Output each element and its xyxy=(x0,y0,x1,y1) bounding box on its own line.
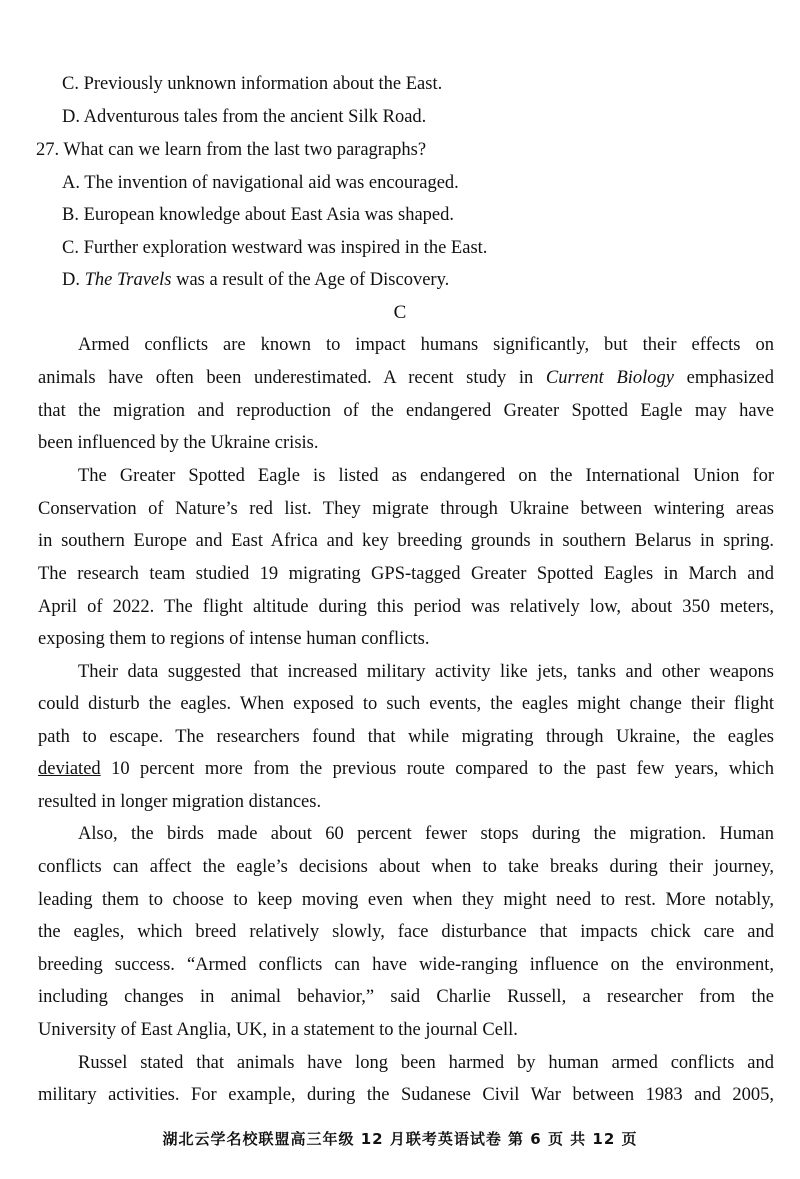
p1-line-4: been influenced by the Ukraine crisis. xyxy=(38,433,319,453)
q26-option-c: C. Previously unknown information about the East. xyxy=(62,74,443,94)
p4-line-3: leading them to choose to keep moving even when they might need to rest. More notably, xyxy=(38,890,774,910)
underlined-word-deviated: deviated xyxy=(38,759,101,779)
q27-option-d-prefix: D. xyxy=(62,270,85,290)
q27-option-c: C. Further exploration westward was inspired in the East. xyxy=(62,238,488,258)
q26-option-d: D. Adventurous tales from the ancient Silk Road. xyxy=(62,107,427,127)
p1-line-3: that the migration and reproduction of the endangered Greater Spotted Eagle may have xyxy=(38,401,774,421)
p4-line-4: the eagles, which breed relatively slowly, face disturbance that impacts chick care and xyxy=(38,922,774,942)
p3-line-4 xyxy=(38,757,774,781)
p1-line-2 xyxy=(38,366,774,390)
q27-stem: 27. What can we learn from the last two paragraphs? xyxy=(36,140,427,160)
p1-line-2-post: emphasized xyxy=(674,368,774,388)
q27-option-a: A. The invention of navigational aid was encouraged. xyxy=(62,173,459,193)
q27-option-b: B. European knowledge about East Asia was shaped. xyxy=(62,205,455,225)
q27-option-d-suffix: was a result of the Age of Discovery. xyxy=(171,270,450,290)
p3-line-2: could disturb the eagles. When exposed to such events, the eagles might change their flight xyxy=(38,694,774,714)
p1-line-2-pre: animals have often been underestimated. A recent study in xyxy=(38,368,546,388)
page-footer: 湖北云学名校联盟高三年级 12 月联考英语试卷 第 6 页 共 12 页 xyxy=(162,1130,638,1148)
q27-option-d-title: The Travels xyxy=(84,270,172,290)
p2-line-1: The Greater Spotted Eagle is listed as endangered on the International Union for xyxy=(78,466,774,486)
p2-line-3: in southern Europe and East Africa and key breeding grounds in southern Belarus in spring. xyxy=(38,531,774,551)
p4-line-5: breeding success. “Armed conflicts can have wide-ranging influence on the environment, xyxy=(38,955,774,975)
p1-line-1: Armed conflicts are known to impact humans significantly, but their effects on xyxy=(78,335,774,355)
p3-line-4-post: 10 percent more from the previous route compared to the past few years, which xyxy=(100,759,774,779)
q27-option-d xyxy=(62,268,449,292)
p2-line-2: Conservation of Nature’s red list. They migrate through Ukraine between wintering areas xyxy=(38,499,774,519)
journal-name: Current Biology xyxy=(545,368,675,388)
p5-line-2: military activities. For example, during the Sudanese Civil War between 1983 and 2005, xyxy=(38,1085,774,1105)
p3-line-3: path to escape. The researchers found that while migrating through Ukraine, the eagles xyxy=(38,727,774,747)
p4-line-6: including changes in animal behavior,” said Charlie Russell, a researcher from the xyxy=(38,987,774,1007)
p3-line-5: resulted in longer migration distances. xyxy=(38,792,322,812)
p2-line-5: April of 2022. The flight altitude during this period was relatively low, about 350 meters, xyxy=(38,597,774,617)
p2-line-6: exposing them to regions of intense human conflicts. xyxy=(38,629,430,649)
p3-line-1: Their data suggested that increased military activity like jets, tanks and other weapons xyxy=(78,662,774,682)
p4-line-7: University of East Anglia, UK, in a statement to the journal Cell. xyxy=(38,1020,518,1040)
p5-line-1: Russel stated that animals have long been harmed by human armed conflicts and xyxy=(78,1053,774,1073)
p4-line-1: Also, the birds made about 60 percent fewer stops during the migration. Human xyxy=(78,824,774,844)
p2-line-4: The research team studied 19 migrating GPS-tagged Greater Spotted Eagles in March and xyxy=(38,564,774,584)
section-label: C xyxy=(393,302,407,323)
p4-line-2: conflicts can affect the eagle’s decisions about when to take breaks during their journey, xyxy=(38,857,774,877)
